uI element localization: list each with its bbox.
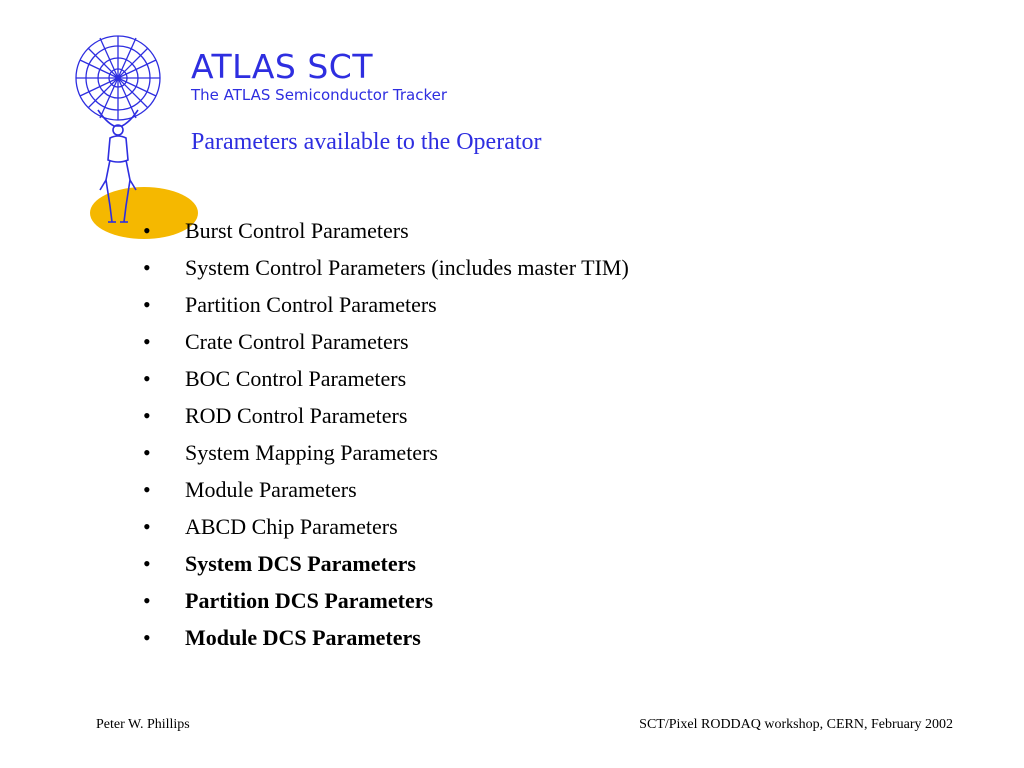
list-item bbox=[143, 397, 629, 434]
list-item bbox=[143, 582, 629, 619]
list-item-text: System Mapping Parameters bbox=[185, 440, 438, 465]
list-item-text: Crate Control Parameters bbox=[185, 329, 409, 354]
bullet-icon: • bbox=[143, 218, 151, 243]
slide-title: ATLAS SCT bbox=[191, 47, 373, 86]
list-item-text: ROD Control Parameters bbox=[185, 403, 408, 428]
list-item bbox=[143, 323, 629, 360]
bullet-icon: • bbox=[143, 477, 151, 502]
list-item-text: Partition DCS Parameters bbox=[185, 588, 434, 613]
list-item bbox=[143, 619, 629, 656]
bullet-icon: • bbox=[143, 514, 151, 539]
list-item bbox=[143, 249, 629, 286]
list-item-text: ABCD Chip Parameters bbox=[185, 514, 398, 539]
slide-subtitle: The ATLAS Semiconductor Tracker bbox=[191, 86, 448, 104]
bullet-icon: • bbox=[143, 292, 151, 317]
list-item bbox=[143, 471, 629, 508]
bullet-icon: • bbox=[143, 366, 151, 391]
bullet-icon: • bbox=[143, 440, 151, 465]
bullet-icon: • bbox=[143, 255, 151, 280]
bullet-icon: • bbox=[143, 329, 151, 354]
bullet-icon: • bbox=[143, 403, 151, 428]
bullet-icon: • bbox=[143, 625, 151, 650]
section-heading: Parameters available to the Operator bbox=[191, 129, 542, 155]
list-item bbox=[143, 545, 629, 582]
bullet-list bbox=[143, 212, 629, 656]
list-item-text: BOC Control Parameters bbox=[185, 366, 407, 391]
slide-header bbox=[191, 48, 447, 104]
list-item-text: System DCS Parameters bbox=[185, 551, 416, 576]
bullet-icon: • bbox=[143, 588, 151, 613]
list-item bbox=[143, 508, 629, 545]
footer-author: Peter W. Phillips bbox=[96, 717, 190, 732]
list-item bbox=[143, 212, 629, 249]
list-item-text: Burst Control Parameters bbox=[185, 218, 409, 243]
footer-event: SCT/Pixel RODDAQ workshop, CERN, February 2002 bbox=[639, 717, 953, 732]
list-item-text: System Control Parameters (includes master TIM) bbox=[185, 255, 629, 280]
list-item-text: Module DCS Parameters bbox=[185, 625, 421, 650]
list-item bbox=[143, 434, 629, 471]
atlas-logo-icon bbox=[70, 30, 205, 240]
list-item-text: Partition Control Parameters bbox=[185, 292, 437, 317]
bullet-icon: • bbox=[143, 551, 151, 576]
list-item bbox=[143, 360, 629, 397]
list-item bbox=[143, 286, 629, 323]
list-item-text: Module Parameters bbox=[185, 477, 357, 502]
